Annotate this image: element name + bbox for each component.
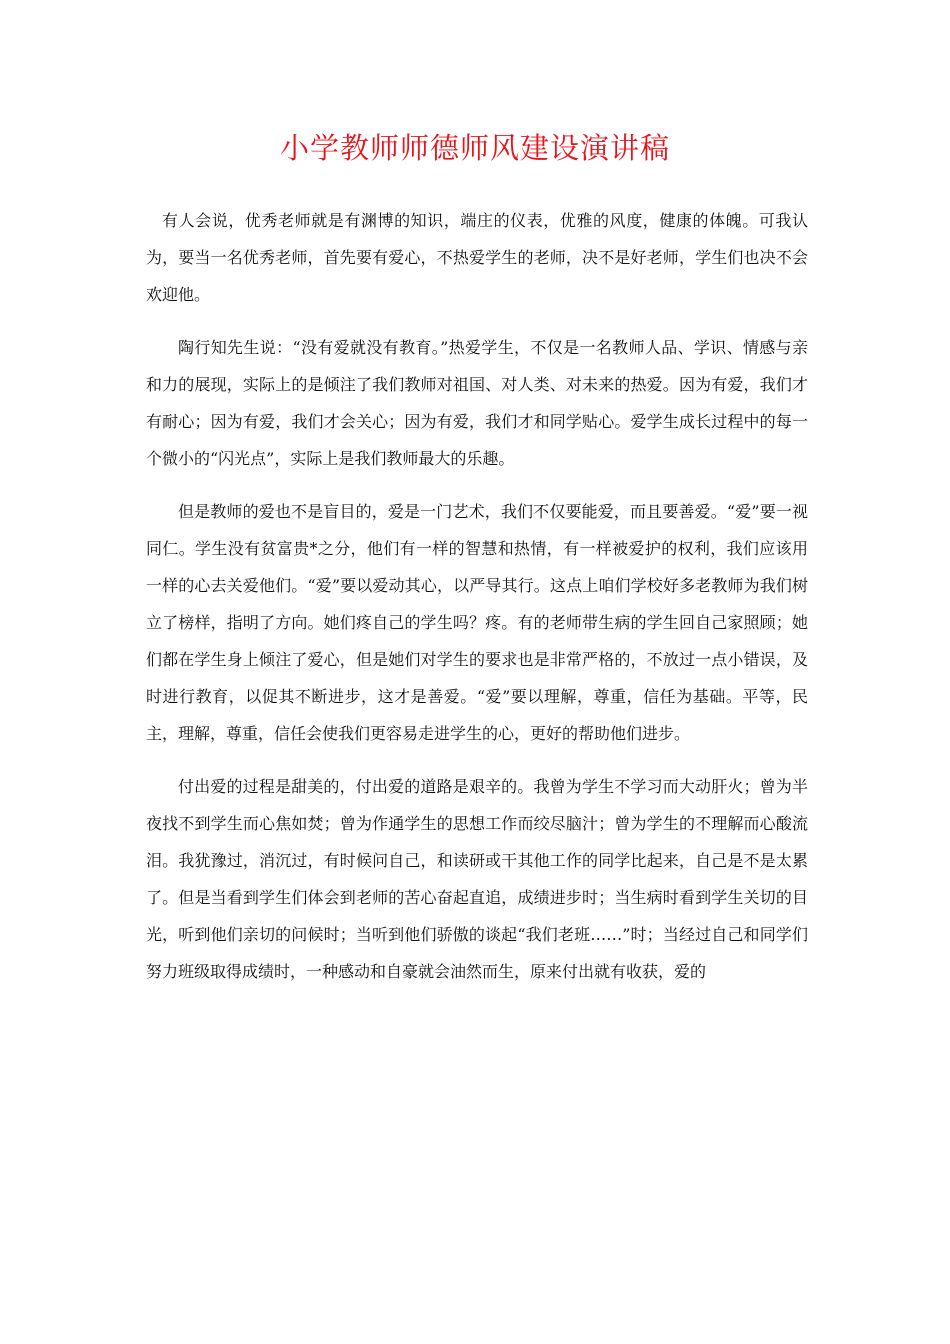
paragraph: 陶行知先生说：“没有爱就没有教育。”热爱学生，不仅是一名教师人品、学识、情感与亲和力的展现，实际上的是倾注了我们教师对祖国、对人类、对未来的热爱。因为有爱，我们才有耐心；因为有爱，我们才会关心；因为有爱，我们才和同学贴心。爱学生成长过程中的每一个微小的“闪光点”，实际上是我们教师最大的乐趣。	[146, 338, 808, 468]
paragraph: 但是教师的爱也不是盲目的，爱是一门艺术，我们不仅要能爱，而且要善爱。“爱”要一视同仁。学生没有贫富贵*之分，他们有一样的智慧和热情，有一样被爱护的权利，我们应该用一样的心去关爱他们。“爱”要以爱动其心，以严导其行。这点上咱们学校好多老教师为我们树立了榜样，指明了方向。她们疼自己的学生吗？疼。有的老师带生病的学生回自己家照顾；她们都在学生身上倾注了爱心，但是她们对学生的要求也是非常严格的，不放过一点小错误，及时进行教育，以促其不断进步，这才是善爱。“爱”要以理解，尊重，信任为基础。平等，民主，理解，尊重，信任会使我们更容易走进学生的心，更好的帮助他们进步。	[146, 502, 808, 743]
paragraph: 付出爱的过程是甜美的，付出爱的道路是艰辛的。我曾为学生不学习而大动肝火；曾为半夜找不到学生而心焦如焚；曾为作通学生的思想工作而绞尽脑汁；曾为学生的不理解而心酸流泪。我犹豫过，消沉过，有时候问自己，和读研或干其他工作的同学比起来，自己是不是太累了。但是当看到学生们体会到老师的苦心奋起直追，成绩进步时；当生病时看到学生关切的目光，听到他们亲切的问候时；当听到他们骄傲的谈起“我们老班……”时；当经过自己和同学们努力班级取得成绩时，一种感动和自豪就会油然而生，原来付出就有收获，爱的	[146, 777, 808, 981]
paragraph: 有人会说，优秀老师就是有渊博的知识，端庄的仪表，优雅的风度，健康的体魄。可我认为，要当一名优秀老师，首先要有爱心，不热爱学生的老师，决不是好老师，学生们也决不会欢迎他。	[146, 211, 808, 304]
document-title: 小学教师师德师风建设演讲稿	[279, 131, 670, 165]
document-body	[146, 202, 808, 1006]
